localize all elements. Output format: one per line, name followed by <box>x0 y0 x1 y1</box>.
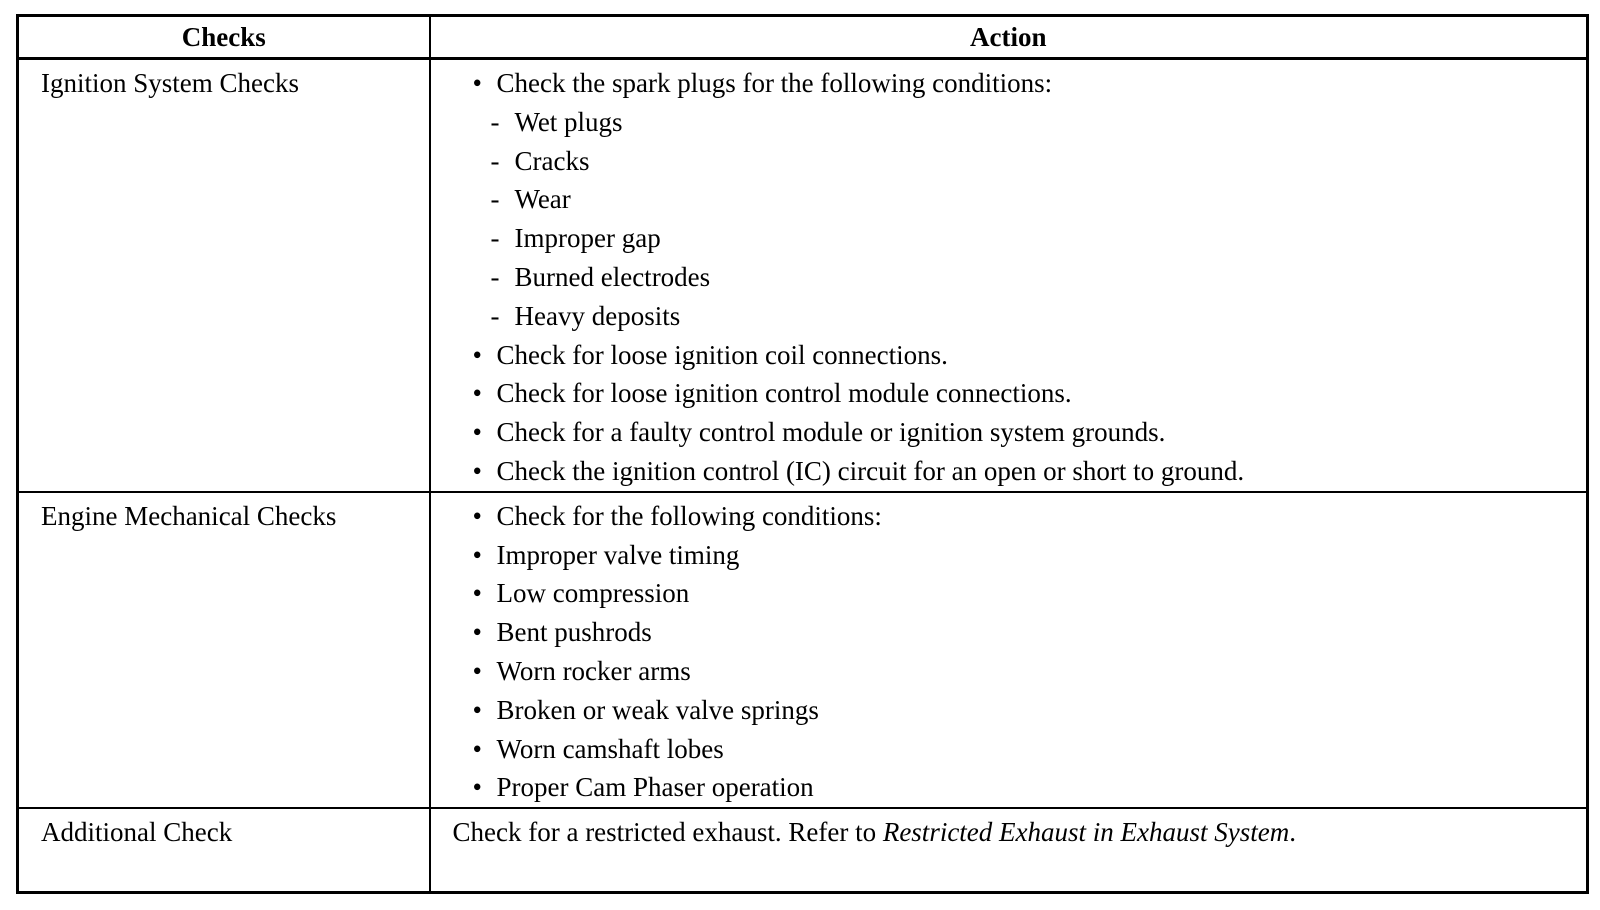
action-additional <box>430 808 1588 893</box>
bullet-icon: • <box>472 378 482 409</box>
list-item-text: Improper valve timing <box>496 539 740 570</box>
sub-list-item-text: Heavy deposits <box>514 300 681 331</box>
bullet-icon: • <box>472 68 482 98</box>
dash-icon: - <box>490 145 500 176</box>
sub-list-item-text: Improper gap <box>514 223 661 254</box>
list-item <box>431 613 1587 652</box>
sub-list-item-text: Wear <box>514 184 571 215</box>
list-item <box>431 730 1587 769</box>
list-item-text: Check the ignition control (IC) circuit for an open or short to ground. <box>496 455 1245 486</box>
list-item-text: Check for loose ignition coil connections. <box>496 339 948 370</box>
bullet-icon: • <box>472 539 482 570</box>
sub-list-item-text: Burned electrodes <box>514 261 711 292</box>
list-item <box>431 691 1587 730</box>
list-item <box>431 574 1587 613</box>
header-row <box>18 16 1588 59</box>
list-item <box>431 768 1587 807</box>
sub-list-item-text: Cracks <box>514 145 590 176</box>
restricted-exhaust-reference: Restricted Exhaust <box>882 817 1087 848</box>
sub-list-item <box>431 258 1587 297</box>
list-item <box>431 497 1587 536</box>
dash-icon: - <box>490 223 500 254</box>
list-item-text: Check for a faulty control module or ignition system grounds. <box>496 417 1166 448</box>
list-item-text: Worn camshaft lobes <box>496 733 724 764</box>
dash-icon: - <box>490 300 500 331</box>
list-item-text: Bent pushrods <box>496 617 652 648</box>
list-item <box>431 536 1587 575</box>
list-item-text: Check for the following conditions: <box>496 500 882 531</box>
list-item <box>431 336 1587 375</box>
sub-list-item <box>431 142 1587 181</box>
list-item-text: Worn rocker arms <box>496 655 691 686</box>
list-item-text: Low compression <box>496 578 690 609</box>
sub-list-item <box>431 297 1587 336</box>
list-item <box>431 413 1587 452</box>
bullet-icon: • <box>472 694 482 725</box>
table-row-ignition <box>18 59 1588 492</box>
check-ignition: Ignition System Checks <box>18 59 430 492</box>
header-action: Action <box>430 16 1588 59</box>
action-text-end: . <box>1289 817 1297 848</box>
action-ignition <box>430 59 1588 492</box>
bullet-icon: • <box>472 733 482 764</box>
bullet-icon: • <box>472 455 482 486</box>
bullet-icon: • <box>472 655 482 686</box>
list-item <box>431 374 1587 413</box>
list-item-text: Check the spark plugs for the following conditions: <box>496 68 1053 98</box>
bullet-icon: • <box>472 772 482 803</box>
action-text <box>431 813 1587 852</box>
sub-list-item <box>431 103 1587 142</box>
checks-action-table <box>16 14 1589 894</box>
bullet-icon: • <box>472 500 482 531</box>
list-item <box>431 64 1587 103</box>
dash-icon: - <box>490 261 500 292</box>
list-item <box>431 452 1587 491</box>
action-text-lead: Check for a restricted exhaust. Refer to <box>452 817 883 848</box>
list-item-text: Broken or weak valve springs <box>496 694 819 725</box>
sub-list-item <box>431 219 1587 258</box>
table-row-additional <box>18 808 1588 893</box>
bullet-icon: • <box>472 617 482 648</box>
list-item <box>431 652 1587 691</box>
check-additional: Additional Check <box>18 808 430 893</box>
header-checks: Checks <box>18 16 430 59</box>
dash-icon: - <box>490 184 500 215</box>
table-row-engine <box>18 492 1588 808</box>
action-text-mid: in <box>1086 817 1121 848</box>
check-engine: Engine Mechanical Checks <box>18 492 430 808</box>
sub-list-item <box>431 180 1587 219</box>
dash-icon: - <box>490 106 500 137</box>
bullet-icon: • <box>472 417 482 448</box>
list-item-text: Check for loose ignition control module connections. <box>496 378 1072 409</box>
sub-list-item-text: Wet plugs <box>514 106 623 137</box>
exhaust-system-reference: Exhaust System <box>1120 817 1290 848</box>
list-item-text: Proper Cam Phaser operation <box>496 772 814 803</box>
bullet-icon: • <box>472 339 482 370</box>
action-engine <box>430 492 1588 808</box>
bullet-icon: • <box>472 578 482 609</box>
